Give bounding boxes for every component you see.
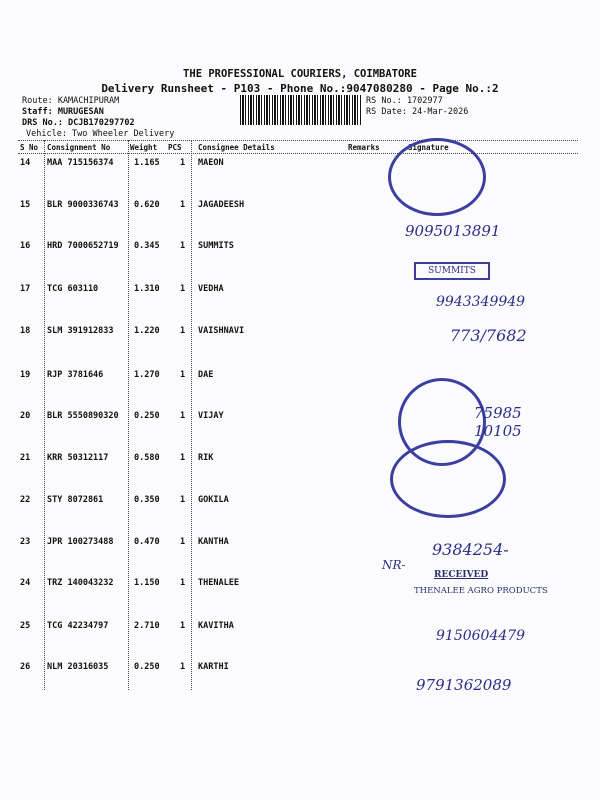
table-row: 18 SLM 391912833 1.220 1 VAISHNAVI (20, 326, 245, 336)
table-row: 17 TCG 603110 1.310 1 VEDHA (20, 284, 224, 294)
drs-number: DRS No.: DCJB170297702 (22, 118, 135, 128)
company-round-stamp (390, 440, 506, 518)
col-consignment: Consignment No (47, 143, 111, 152)
table-row: 15 BLR 9000336743 0.620 1 JAGADEESH (20, 200, 245, 210)
header-bottom-rule (18, 153, 578, 154)
col-pcs: PCS (168, 143, 182, 152)
signature-phone: 9384254- (432, 540, 509, 559)
table-row: 19 RJP 3781646 1.270 1 DAE (20, 370, 214, 380)
table-row: 24 TRZ 140043232 1.150 1 THENALEE (20, 578, 239, 588)
signature-number: 773/7682 (450, 326, 527, 345)
col-remarks: Remarks (348, 143, 380, 152)
summits-stamp: SUMMITS (414, 262, 490, 280)
signature-phone: 9150604479 (436, 628, 526, 644)
signature-phone: 9095013891 (405, 222, 501, 240)
table-row: 23 JPR 100273488 0.470 1 KANTHA (20, 537, 229, 547)
barcode (240, 95, 362, 125)
table-row: 16 HRD 7000652719 0.345 1 SUMMITS (20, 241, 234, 251)
signature-phone: 9791362089 (416, 676, 512, 694)
col-consignee: Consignee Details (198, 143, 275, 152)
received-stamp: RECEIVED (434, 570, 489, 580)
signature-number: 75985 10105 (474, 404, 522, 440)
runsheet-title: Delivery Runsheet - P103 - Phone No.:9047080280 - Page No.:2 (101, 82, 499, 95)
signature-phone: 9943349949 (436, 294, 526, 310)
courier-round-stamp (388, 138, 486, 216)
vehicle: Vehicle: Two Wheeler Delivery (26, 129, 175, 139)
staff: Staff: MURUGESAN (22, 107, 104, 117)
col-sno: S No (20, 143, 39, 152)
signature-initials: NR- (382, 558, 406, 572)
rs-date: RS Date: 24-Mar-2026 (366, 107, 469, 117)
table-row: 25 TCG 42234797 2.710 1 KAVITHA (20, 621, 234, 631)
rs-number: RS No.: 1702977 (366, 96, 443, 106)
table-row: 26 NLM 20316035 0.250 1 KARTHI (20, 662, 229, 672)
company-title: THE PROFESSIONAL COURIERS, COIMBATORE (183, 68, 417, 80)
route: Route: KAMACHIPURAM (22, 96, 120, 106)
table-row: 22 STY 8072861 0.350 1 GOKILA (20, 495, 229, 505)
table-row: 20 BLR 5550890320 0.250 1 VIJAY (20, 411, 224, 421)
col-weight: Weight (130, 143, 158, 152)
company-stamp: THENALEE AGRO PRODUCTS (414, 586, 548, 596)
table-row: 14 MAA 715156374 1.165 1 MAEON (20, 158, 224, 168)
table-row: 21 KRR 50312117 0.580 1 RIK (20, 453, 214, 463)
header-top-rule (18, 140, 578, 141)
col-signature: Signature (408, 143, 449, 152)
